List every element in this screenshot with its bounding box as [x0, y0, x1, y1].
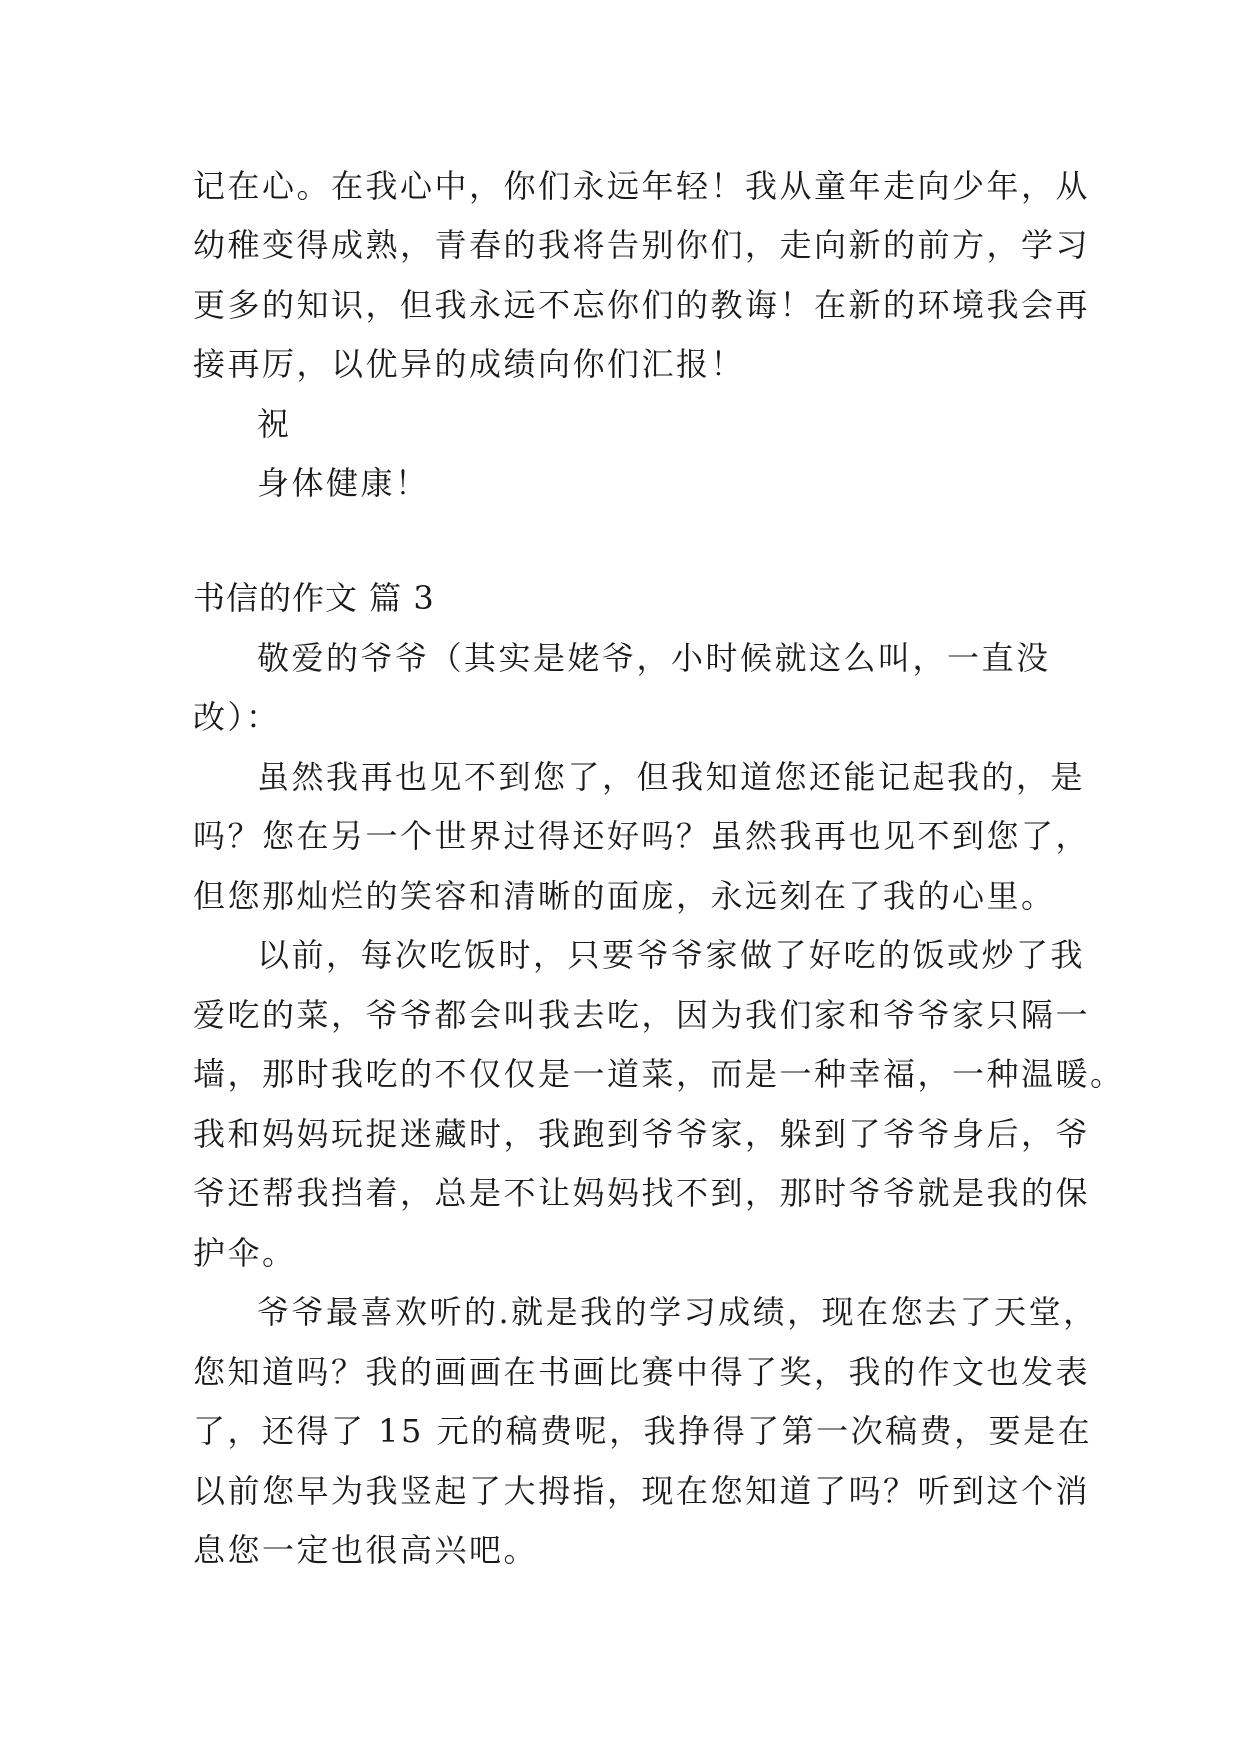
text-line: 更多的知识，但我永远不忘你们的教诲！在新的环境我会再 — [193, 286, 1091, 324]
section-heading: 书信的作文 篇 3 — [193, 579, 435, 617]
text-line: 墙，那时我吃的不仅仅是一道菜，而是一种幸福，一种温暖。 — [193, 1055, 1125, 1093]
text-line: 了，还得了 15 元的稿费呢，我挣得了第一次稿费，要是在 — [193, 1412, 1093, 1450]
text-line: 以前，每次吃饭时，只要爷爷家做了好吃的饭或炒了我 — [257, 936, 1086, 974]
text-line: 幼稚变得成熟，青春的我将告别你们，走向新的前方，学习 — [193, 226, 1091, 264]
text-line: 护伞。 — [193, 1234, 297, 1272]
text-line: 改）： — [193, 698, 281, 736]
text-line: 虽然我再也见不到您了，但我知道您还能记起我的，是 — [257, 758, 1086, 796]
text-line: 以前您早为我竖起了大拇指，现在您知道了吗？听到这个消 — [193, 1472, 1091, 1510]
text-line: 吗？您在另一个世界过得还好吗？虽然我再也见不到您了， — [193, 817, 1091, 855]
text-line: 爷还帮我挡着，总是不让妈妈找不到，那时爷爷就是我的保 — [193, 1174, 1091, 1212]
text-line: 您知道吗？我的画画在书画比赛中得了奖，我的作文也发表 — [193, 1353, 1091, 1391]
text-line: 爷爷最喜欢听的.就是我的学习成绩，现在您去了天堂， — [257, 1293, 1098, 1331]
salutation-line: 祝 — [257, 405, 292, 443]
salutation-line: 身体健康！ — [257, 464, 430, 502]
text-line: 息您一定也很高兴吧。 — [193, 1531, 539, 1569]
text-line: 但您那灿烂的笑容和清晰的面庞，永远刻在了我的心里。 — [193, 877, 1056, 915]
text-line: 敬爱的爷爷（其实是姥爷，小时候就这么叫，一直没 — [257, 639, 1051, 677]
text-line: 我和妈妈玩捉迷藏时，我跑到爷爷家，躲到了爷爷身后，爷 — [193, 1115, 1091, 1153]
text-line: 记在心。在我心中，你们永远年轻！我从童年走向少年，从 — [193, 167, 1091, 205]
text-line: 爱吃的菜，爷爷都会叫我去吃，因为我们家和爷爷家只隔一 — [193, 996, 1091, 1034]
text-line: 接再厉，以优异的成绩向你们汇报！ — [193, 345, 746, 383]
